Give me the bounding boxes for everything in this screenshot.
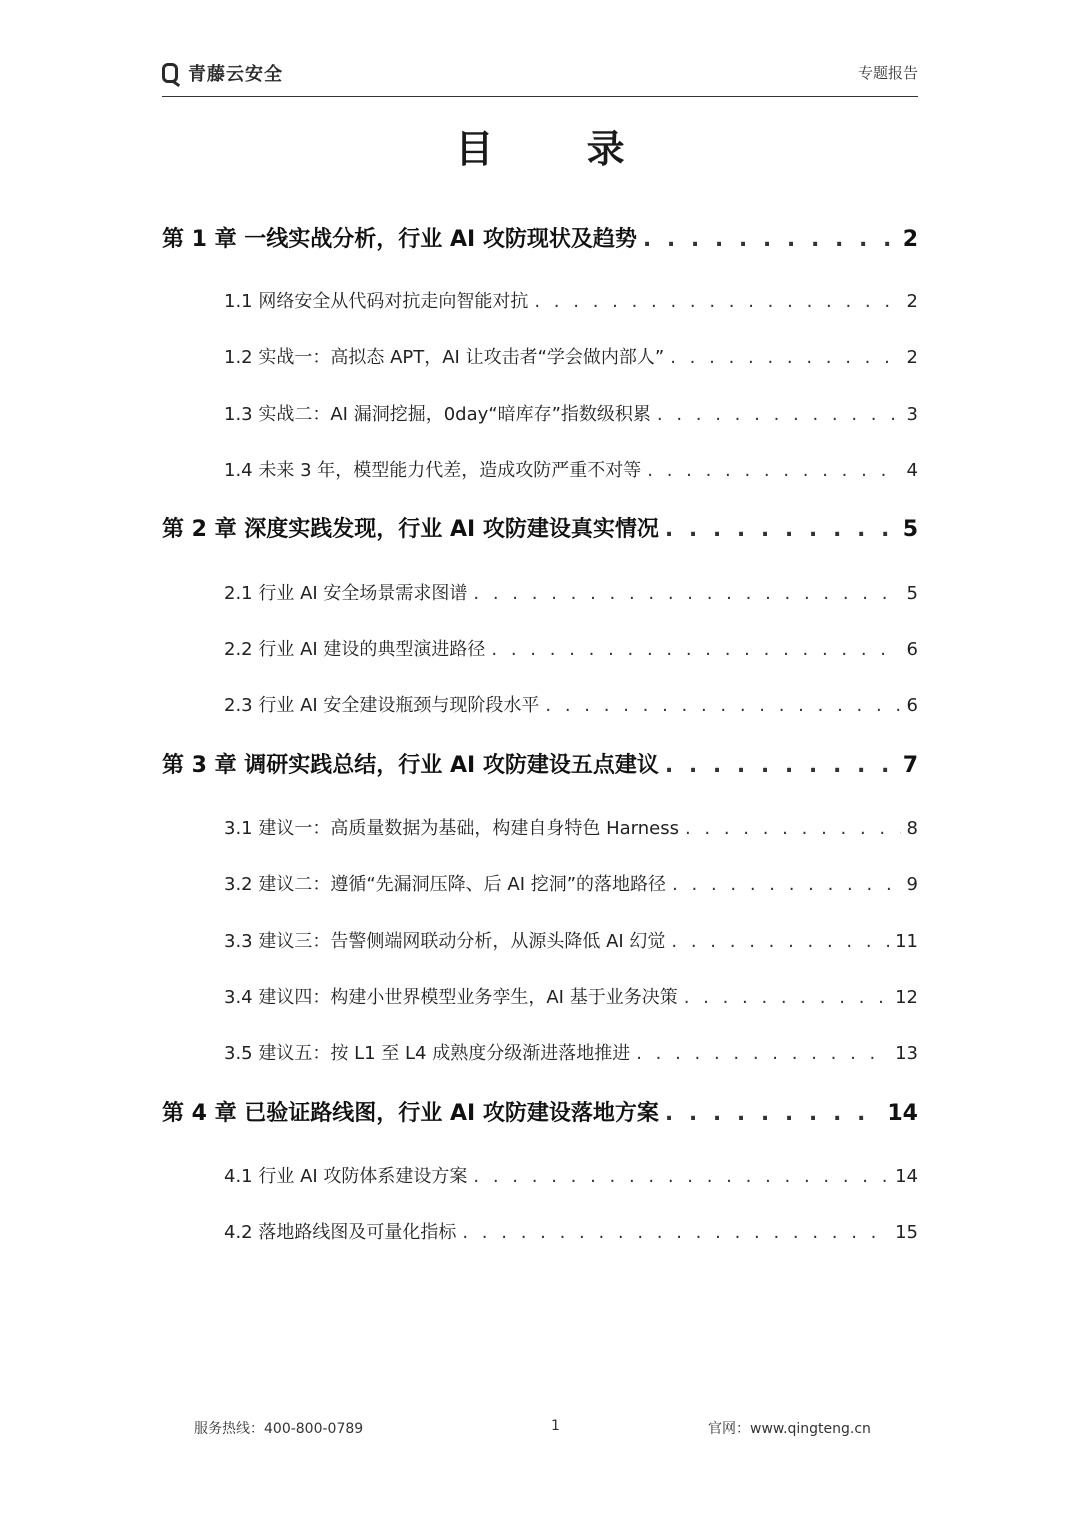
toc-label: 3.5 建议五：按 L1 至 L4 成熟度分级渐进落地推进 xyxy=(224,1043,631,1064)
toc-leader-dots xyxy=(491,639,900,660)
toc-page-number: 14 xyxy=(887,1101,918,1126)
toc-page-number: 14 xyxy=(895,1166,918,1187)
toc-leader-dots xyxy=(684,987,889,1008)
toc-label: 1.4 未来 3 年，模型能力代差，造成攻防严重不对等 xyxy=(224,460,642,481)
toc-page-number: 6 xyxy=(906,695,918,716)
toc-page-number: 2 xyxy=(902,227,918,252)
logo-icon xyxy=(162,63,178,83)
toc-leader-dots xyxy=(672,874,900,895)
toc-chapter-4[interactable] xyxy=(162,1096,918,1127)
toc-section-4-2[interactable] xyxy=(162,1218,918,1244)
toc-label: 1.3 实战二：AI 漏洞挖掘，0day“暗库存”指数级积累 xyxy=(224,404,651,425)
toc-page-number: 12 xyxy=(895,987,918,1008)
toc-page-number: 3 xyxy=(906,404,918,425)
toc-page-number: 2 xyxy=(906,347,918,368)
toc-section-3-3[interactable] xyxy=(162,927,918,953)
toc-page-number: 9 xyxy=(906,874,918,895)
toc-label: 4.2 落地路线图及可量化指标 xyxy=(224,1222,457,1243)
footer-page-number: 1 xyxy=(551,1418,560,1434)
toc-label: 第 1 章 一线实战分析，行业 AI 攻防现状及趋势 xyxy=(162,227,637,252)
toc-chapter-2[interactable] xyxy=(162,512,918,543)
logo xyxy=(162,60,283,86)
toc-leader-dots xyxy=(473,1166,889,1187)
toc-label: 第 3 章 调研实践总结，行业 AI 攻防建设五点建议 xyxy=(162,753,659,778)
toc-leader-dots xyxy=(545,695,900,716)
toc-leader-dots xyxy=(643,227,897,252)
toc-leader-dots xyxy=(657,404,901,425)
toc-page-number: 11 xyxy=(895,931,918,952)
toc-label: 2.1 行业 AI 安全场景需求图谱 xyxy=(224,583,468,604)
toc-page-number: 2 xyxy=(906,291,918,312)
footer-hotline: 服务热线：400-800-0789 xyxy=(194,1421,364,1437)
toc-leader-dots xyxy=(473,583,900,604)
toc-section-3-5[interactable] xyxy=(162,1039,918,1065)
toc-label: 2.2 行业 AI 建设的典型演进路径 xyxy=(224,639,486,660)
toc-section-1-4[interactable] xyxy=(162,456,918,482)
toc-chapter-3[interactable] xyxy=(162,748,918,779)
toc-label: 1.1 网络安全从代码对抗走向智能对抗 xyxy=(224,291,529,312)
toc-leader-dots xyxy=(534,291,900,312)
page-header xyxy=(162,56,918,97)
toc-page-number: 7 xyxy=(902,753,918,778)
toc-label: 1.2 实战一：高拟态 APT，AI 让攻击者“学会做内部人” xyxy=(224,347,665,368)
toc-leader-dots xyxy=(665,753,897,778)
toc-page-number: 15 xyxy=(895,1222,918,1243)
toc-section-1-1[interactable] xyxy=(162,287,918,313)
toc-leader-dots xyxy=(685,818,901,839)
toc-section-1-3[interactable] xyxy=(162,400,918,426)
toc-page-number: 4 xyxy=(906,460,918,481)
toc-section-4-1[interactable] xyxy=(162,1162,918,1188)
page-title: 目 录 xyxy=(455,127,665,171)
toc-section-1-2[interactable] xyxy=(162,343,918,369)
toc-page-number: 5 xyxy=(906,583,918,604)
toc-leader-dots xyxy=(462,1222,889,1243)
toc-chapter-1[interactable] xyxy=(162,222,918,253)
toc-leader-dots xyxy=(636,1043,889,1064)
toc-section-2-3[interactable] xyxy=(162,691,918,717)
toc-label: 3.3 建议三：告警侧端网联动分析，从源头降低 AI 幻觉 xyxy=(224,931,666,952)
toc-leader-dots xyxy=(665,1101,882,1126)
toc-section-3-4[interactable] xyxy=(162,983,918,1009)
toc-label: 第 2 章 深度实践发现，行业 AI 攻防建设真实情况 xyxy=(162,517,659,542)
toc-leader-dots xyxy=(671,931,889,952)
logo-text: 青藤云安全 xyxy=(188,64,283,85)
toc-section-3-2[interactable] xyxy=(162,870,918,896)
toc-page-number: 5 xyxy=(902,517,918,542)
toc-section-3-1[interactable] xyxy=(162,814,918,840)
toc-page-number: 6 xyxy=(906,639,918,660)
toc-leader-dots xyxy=(647,460,900,481)
toc-label: 3.4 建议四：构建小世界模型业务孪生，AI 基于业务决策 xyxy=(224,987,678,1008)
footer-website[interactable]: 官网：www.qingteng.cn xyxy=(708,1421,871,1437)
toc-page-number: 13 xyxy=(895,1043,918,1064)
toc-section-2-1[interactable] xyxy=(162,579,918,605)
toc-leader-dots xyxy=(665,517,897,542)
toc-label: 4.1 行业 AI 攻防体系建设方案 xyxy=(224,1166,468,1187)
toc-label: 2.3 行业 AI 安全建设瓶颈与现阶段水平 xyxy=(224,695,540,716)
toc-label: 3.1 建议一：高质量数据为基础，构建自身特色 Harness xyxy=(224,818,679,839)
toc-page-number: 8 xyxy=(906,818,918,839)
toc-section-2-2[interactable] xyxy=(162,635,918,661)
toc-label: 3.2 建议二：遵循“先漏洞压降、后 AI 挖洞”的落地路径 xyxy=(224,874,667,895)
report-type-label: 专题报告 xyxy=(857,64,918,82)
toc-label: 第 4 章 已验证路线图，行业 AI 攻防建设落地方案 xyxy=(162,1101,659,1126)
toc-leader-dots xyxy=(670,347,900,368)
